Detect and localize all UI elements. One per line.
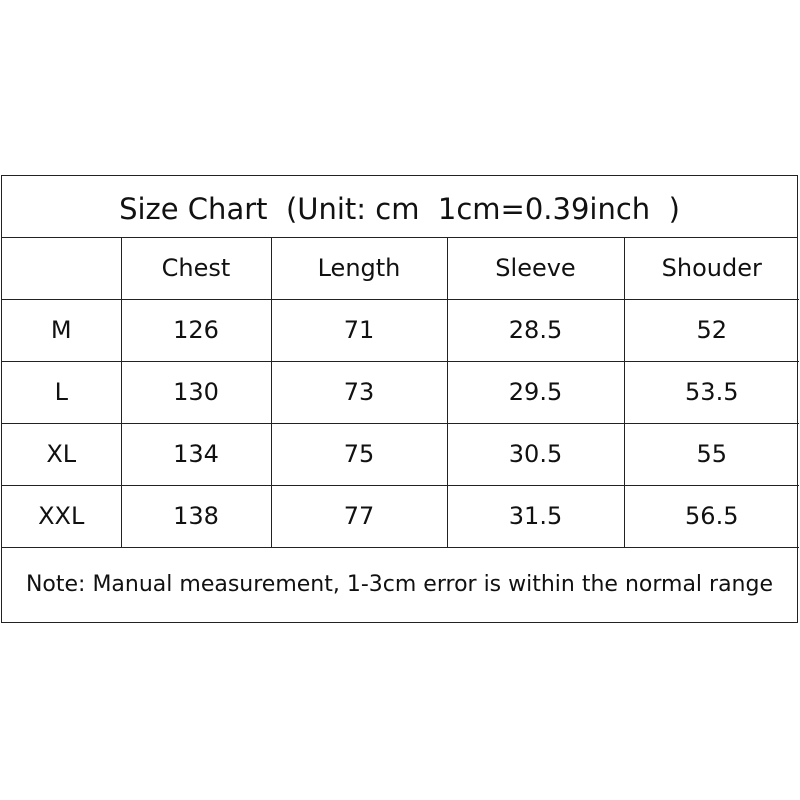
shoulder-cell: 52: [624, 299, 799, 361]
length-cell: 73: [271, 361, 447, 423]
shoulder-cell: 53.5: [624, 361, 799, 423]
header-row: [2, 237, 799, 299]
header-cell-sleeve: Sleeve: [447, 237, 624, 299]
table-row: [2, 299, 799, 361]
header-cell-size: [2, 237, 121, 299]
table-row: [2, 423, 799, 485]
shoulder-cell: 56.5: [624, 485, 799, 547]
chart-title: Size Chart (Unit: cm 1cm=0.39inch ): [2, 176, 797, 238]
shoulder-cell: 55: [624, 423, 799, 485]
measurement-note: Note: Manual measurement, 1-3cm error is within the normal range: [25, 571, 774, 597]
header-cell-length: Length: [271, 237, 447, 299]
size-cell: XXL: [2, 485, 121, 547]
table-row: [2, 485, 799, 547]
length-cell: 77: [271, 485, 447, 547]
sleeve-cell: 30.5: [447, 423, 624, 485]
sleeve-cell: 31.5: [447, 485, 624, 547]
table-row: [2, 361, 799, 423]
header-cell-chest: Chest: [121, 237, 271, 299]
sleeve-cell: 29.5: [447, 361, 624, 423]
size-cell: L: [2, 361, 121, 423]
chest-cell: 126: [121, 299, 271, 361]
size-table: [2, 237, 799, 548]
chest-cell: 138: [121, 485, 271, 547]
chest-cell: 130: [121, 361, 271, 423]
chest-cell: 134: [121, 423, 271, 485]
length-cell: 75: [271, 423, 447, 485]
size-cell: XL: [2, 423, 121, 485]
size-chart: [1, 175, 798, 623]
length-cell: 71: [271, 299, 447, 361]
sleeve-cell: 28.5: [447, 299, 624, 361]
size-cell: M: [2, 299, 121, 361]
header-cell-shoulder: Shouder: [624, 237, 799, 299]
